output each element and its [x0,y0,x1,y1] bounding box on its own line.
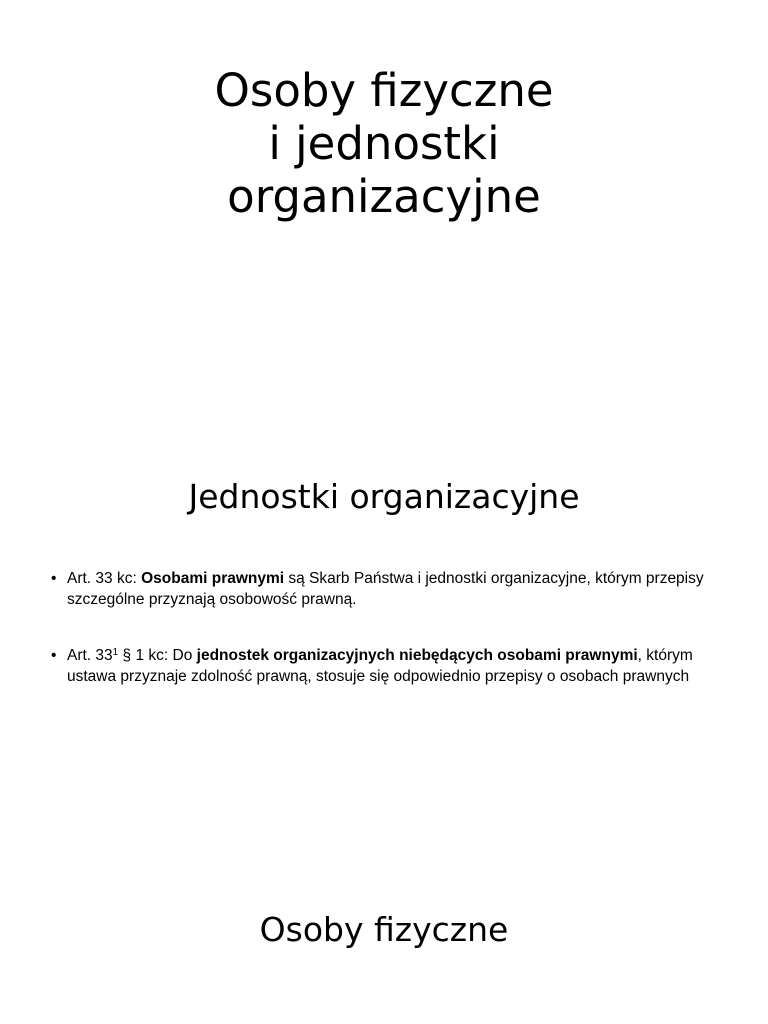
bullet-item-art-33-1 [48,645,708,687]
slide-title-line-3: organizacyjne [227,170,541,223]
bullet-prefix: Art. 33 [67,647,113,664]
slide-title [0,64,768,223]
bullet-suffix: są Skarb Państwa i jednostki organizacyjne, którym przepisy szczególne przyznają osobowość prawną. [67,570,704,608]
section-title-osoby-fizyczne: Osoby fizyczne [259,910,509,949]
slide-title-line-2: i jednostki [268,117,500,170]
bullet-prefix: Art. 33 kc: [67,570,142,587]
bullet-suffix: , którym ustawa przyznaje zdolność prawną, stosuje się odpowiednio przepisy o osobach prawnych [67,647,693,685]
bullet-dot: • [51,647,57,664]
bullet-list-1 [48,568,708,610]
bullet-superscript: 1 [112,647,119,658]
bullet-dot: • [51,570,57,587]
bullet-bold-term: jednostek organizacyjnych niebędących osobami prawnymi [196,647,638,664]
bullet-prefix-2: § 1 kc: Do [118,647,197,664]
bullet-list-2 [48,645,708,687]
bullet-bold-term: Osobami prawnymi [141,570,285,587]
slide-title-line-1: Osoby fizyczne [214,64,554,117]
section-title-jednostki: Jednostki organizacyjne [188,477,580,516]
bullet-item-art-33 [48,568,708,610]
